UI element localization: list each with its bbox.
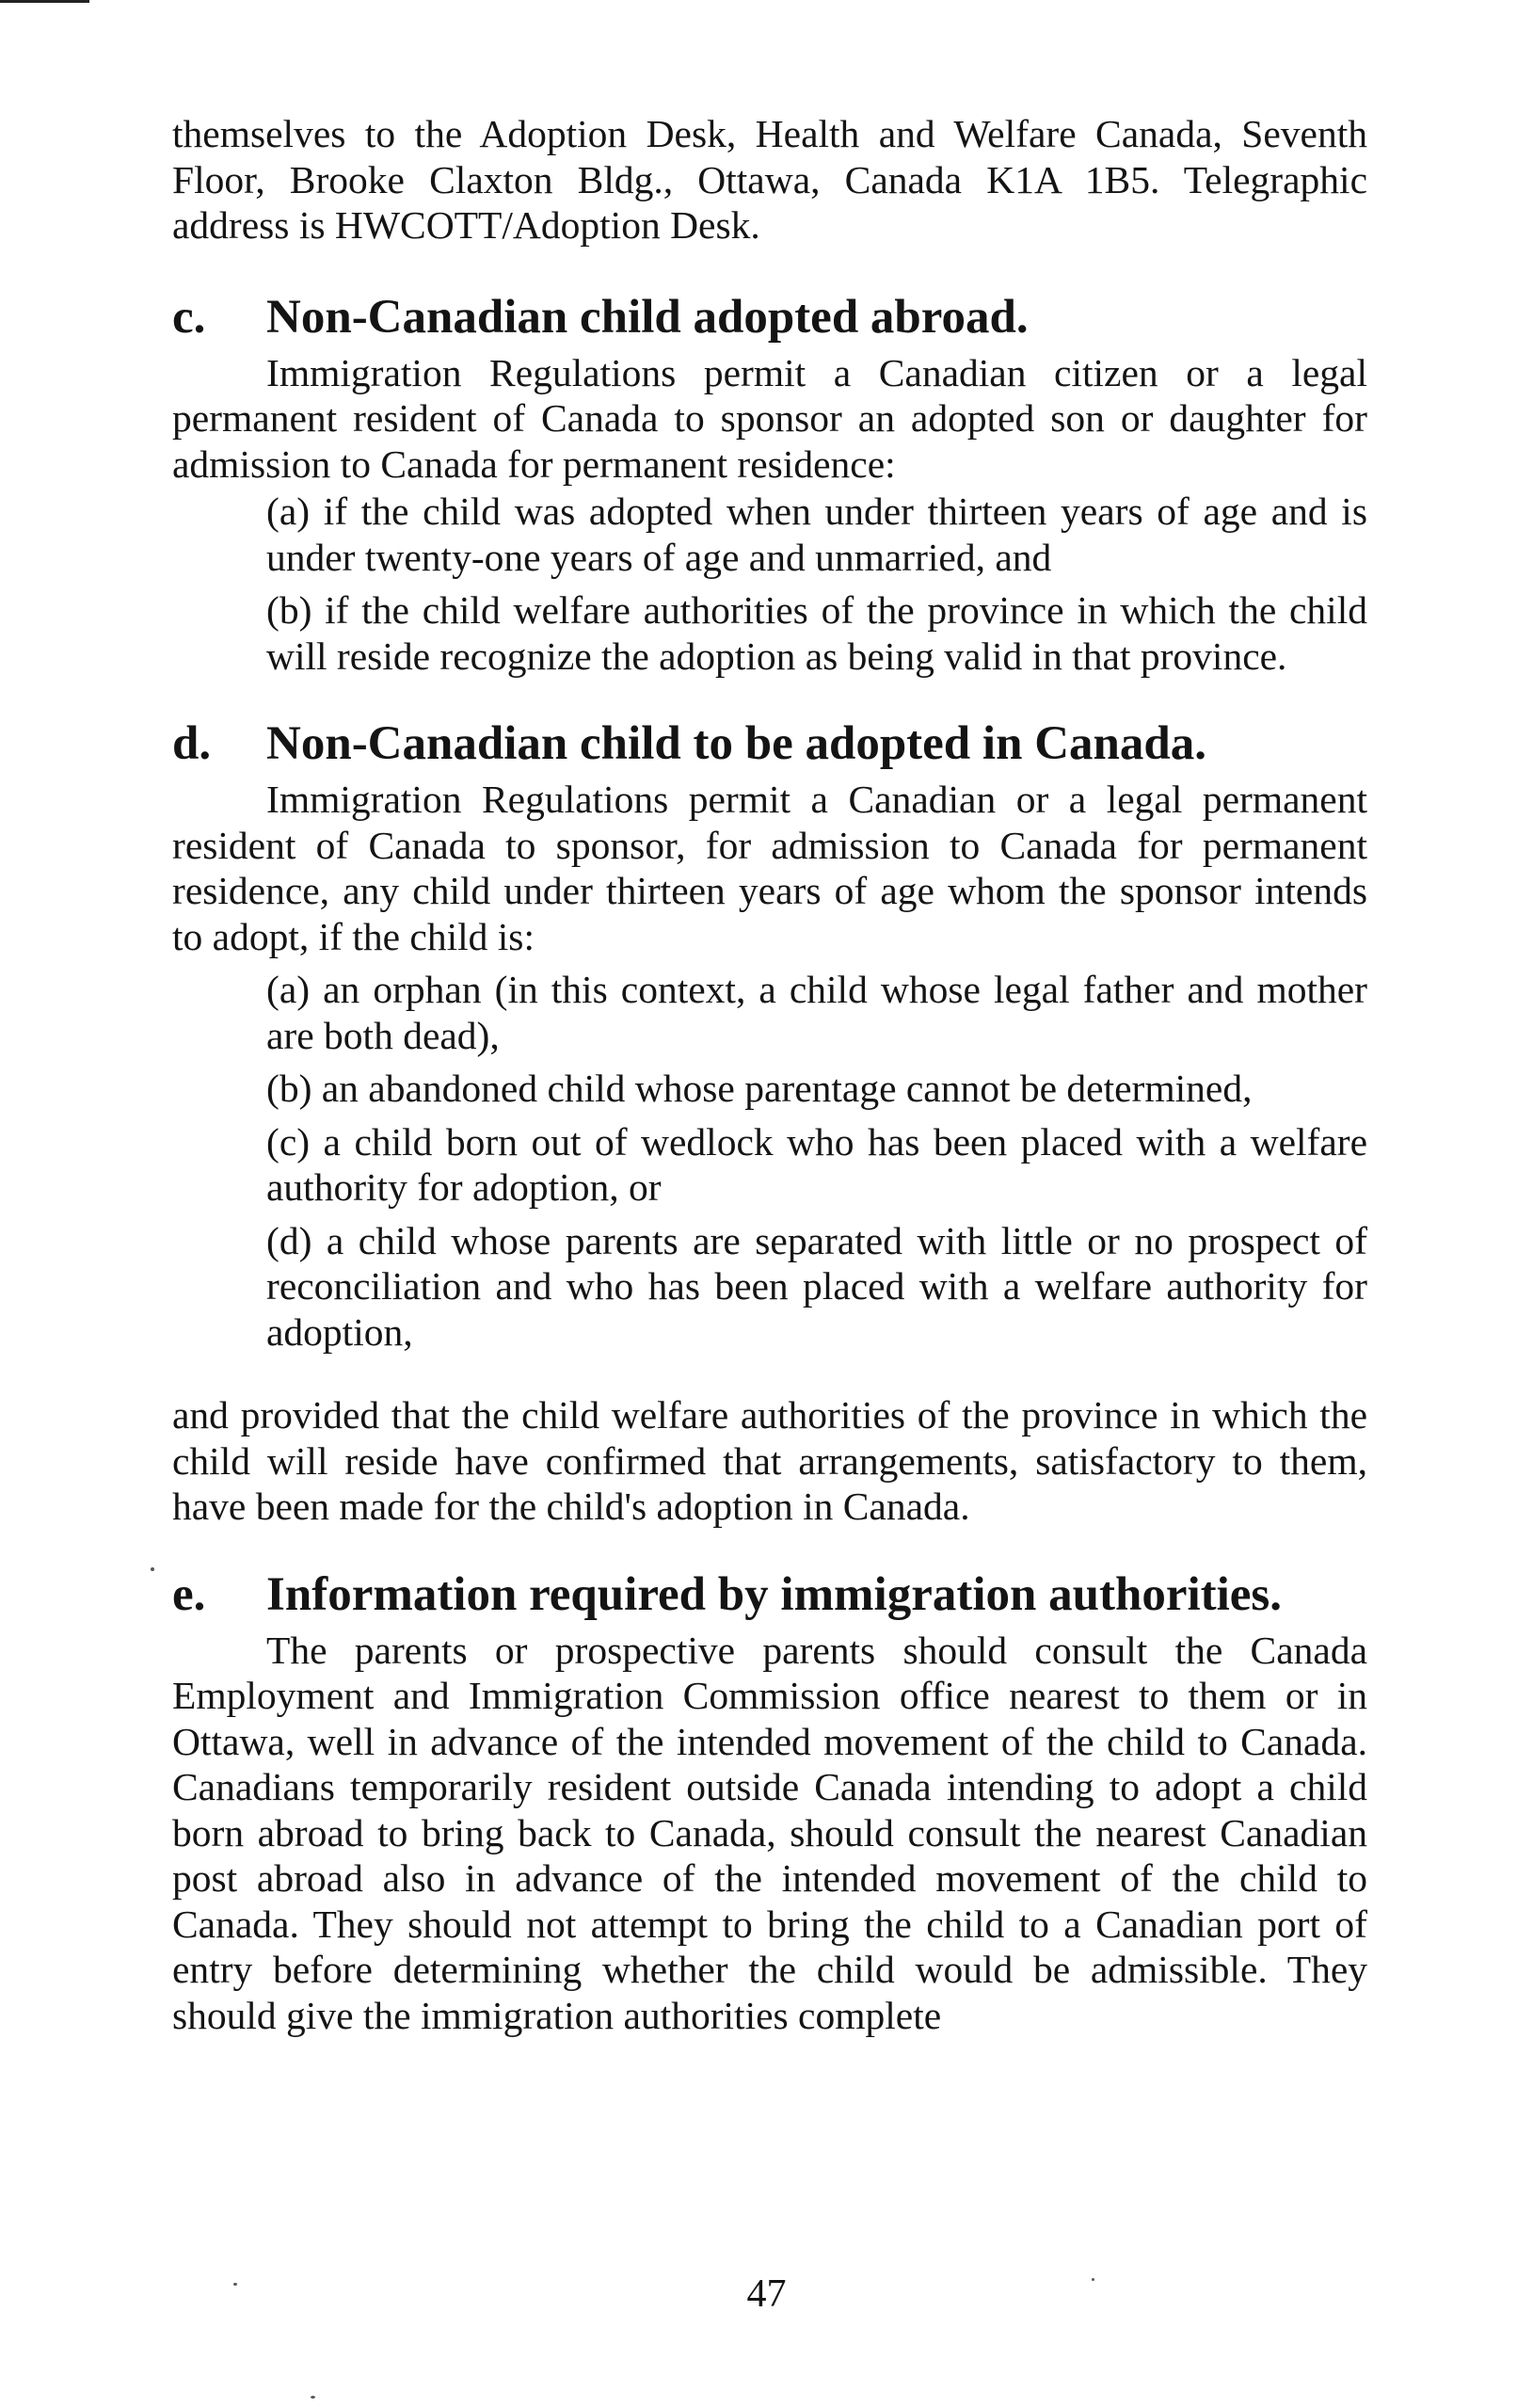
section-c-letter: c. (172, 290, 206, 344)
section-d-item-a: (a) an orphan (in this context, a child whose legal father and mother are both dead), (266, 968, 1367, 1057)
section-d-letter: d. (172, 717, 212, 770)
scan-speck (311, 2396, 315, 2399)
section-d-title: Non-Canadian child to be adopted in Canada. (266, 717, 1207, 770)
scan-speck (1092, 2278, 1094, 2281)
section-c-title: Non-Canadian child adopted abroad. (266, 290, 1029, 344)
section-c-item-a: (a) if the child was adopted when under thirteen years of age and is under twenty-one years of age and unmarried, and (266, 490, 1367, 579)
section-c-body: Immigration Regulations permit a Canadian citizen or a legal permanent resident of Canada to sponsor an adopted son or daughter for admission to Canada for permanent residence: (172, 350, 1367, 486)
section-c (172, 290, 1367, 680)
scan-speck (233, 2283, 237, 2286)
scan-speck (151, 1567, 154, 1571)
section-c-item-b: (b) if the child welfare authorities of the province in which the child will reside recognize the adoption as being valid in that province. (266, 588, 1367, 678)
page-number: 47 (746, 2272, 787, 2316)
section-d-item-c: (c) a child born out of wedlock who has been placed with a welfare authority for adoption, or (266, 1119, 1367, 1209)
scan-corner-rule (0, 0, 89, 3)
section-e-body: The parents or prospective parents should consult the Canada Employment and Immigration Commission office nearest to them or in Ottawa, well in advance of the intended movement of the child to Canada. Canadians temporarily resident outside Canada intending to adopt a child born abroad to bring back to Canada, should consult the nearest Canadian post abroad also in advance of the intended movement of the child to Canada. They should not attempt to bring the child to a Canadian port of entry before determining whether the child would be admissible. They should give the immigration authorities complete (172, 1628, 1367, 2037)
section-e (172, 1567, 1367, 2039)
section-d-heading (172, 716, 1367, 771)
intro-paragraph: themselves to the Adoption Desk, Health and Welfare Canada, Seventh Floor, Brooke Claxton Bldg., Ottawa, Canada K1A 1B5. Telegraphic address is HWCOTT/Adoption Desk. (172, 112, 1367, 247)
section-d-closing: and provided that the child welfare authorities of the province in which the child will reside have confirmed that arrangements, satisfactory to them, have been made for the child's adoption in Canada. (172, 1393, 1367, 1528)
section-d (172, 716, 1367, 1530)
section-e-heading (172, 1567, 1367, 1622)
page-content (172, 111, 1367, 2038)
section-d-item-d: (d) a child whose parents are separated with little or no prospect of reconciliation and who has been placed with a welfare authority for adoption, (266, 1218, 1367, 1354)
section-c-heading (172, 290, 1367, 345)
section-e-letter: e. (172, 1567, 206, 1621)
section-d-item-b: (b) an abandoned child whose parentage cannot be determined, (266, 1067, 1253, 1110)
section-e-title: Information required by immigration authorities. (266, 1567, 1283, 1621)
section-d-body: Immigration Regulations permit a Canadian or a legal permanent resident of Canada to sponsor, for admission to Canada for permanent residence, any child under thirteen years of age whom the sponsor intends to adopt, if the child is: (172, 778, 1367, 958)
